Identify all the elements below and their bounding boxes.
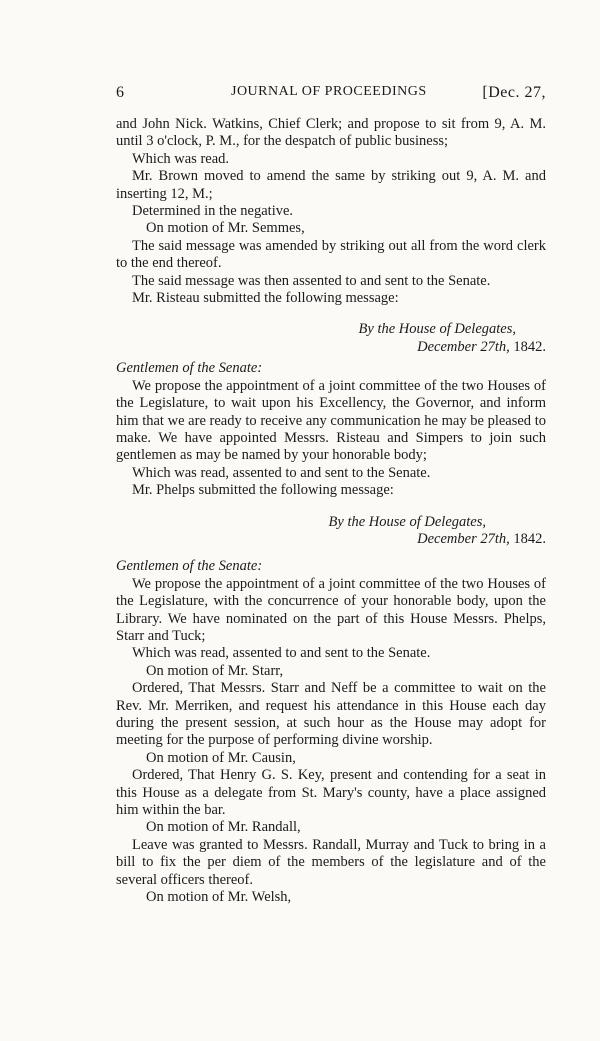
paragraph: Which was read, assented to and sent to the Senate. <box>132 464 431 481</box>
paragraph: Ordered, That Messrs. Starr and Neff be a committee to wait on the Rev. Mr. Merriken, and request his attendance in this House each day during the present session, at such hour as the House may adopt for meeting for the purpose of performing divine worship. <box>116 680 546 749</box>
message-date <box>116 339 546 356</box>
paragraph: Ordered, That Henry G. S. Key, present and contending for a seat in this House as a delegate from St. Mary's county, have a place assigned him within the bar. <box>116 767 546 819</box>
message-text: We propose the appointment of a joint committee of the two Houses of the Legislature, with the concurrence of your honorable body, upon the Library. We have nominated on the part of this House Messrs. Phelps, Starr and Tuck; <box>116 575 546 644</box>
motion-line: On motion of Mr. Causin, <box>146 749 296 766</box>
running-title: JOURNAL OF PROCEEDINGS <box>231 84 427 99</box>
paragraph: The said message was amended by striking out all from the word clerk to the end thereof. <box>116 237 546 272</box>
motion-line: On motion of Mr. Welsh, <box>146 889 292 906</box>
paragraph: Which was read. <box>132 150 230 167</box>
salutation: Gentlemen of the Senate: <box>116 558 263 575</box>
paragraph: Mr. Phelps submitted the following message: <box>132 482 394 499</box>
salutation: Gentlemen of the Senate: <box>116 360 263 377</box>
message-from: By the House of Delegates, <box>358 321 516 338</box>
paragraph: Determined in the negative. <box>132 203 294 220</box>
journal-body <box>116 116 546 906</box>
message-text: We propose the appointment of a joint committee of the two Houses of the Legislature, to wait upon his Excellency, the Governor, and inform him that we are ready to receive any communication he may be pleased to make. We have appointed Messrs. Risteau and Simpers to join such gentlemen as may be named by your honorable body; <box>116 377 546 464</box>
page-number: 6 <box>116 84 125 101</box>
paragraph: Leave was granted to Messrs. Randall, Murray and Tuck to bring in a bill to fix the per diem of the members of the legislature and of the several officers thereof. <box>116 836 546 888</box>
paragraph: Mr. Brown moved to amend the same by striking out 9, A. M. and inserting 12, M.; <box>116 168 546 202</box>
message-date-day: December 27th, <box>417 338 510 355</box>
message-date-year: 1842. <box>513 530 546 547</box>
motion-line: On motion of Mr. Randall, <box>146 819 301 836</box>
message-date-year: 1842. <box>513 338 546 355</box>
message-date <box>116 531 546 548</box>
page-header <box>116 84 546 106</box>
motion-line: On motion of Mr. Starr, <box>146 662 284 679</box>
motion-line: On motion of Mr. Semmes, <box>146 220 305 237</box>
paragraph: Which was read, assented to and sent to the Senate. <box>132 645 431 662</box>
paragraph: Mr. Risteau submitted the following message: <box>132 290 399 307</box>
message-date-day: December 27th, <box>417 530 510 547</box>
paragraph: and John Nick. Watkins, Chief Clerk; and propose to sit from 9, A. M. until 3 o'clock, P. M., for the despatch of public business; <box>116 116 546 150</box>
header-date: [Dec. 27, <box>482 84 546 101</box>
message-from: By the House of Delegates, <box>328 513 486 530</box>
paragraph: The said message was then assented to and sent to the Senate. <box>132 272 491 289</box>
